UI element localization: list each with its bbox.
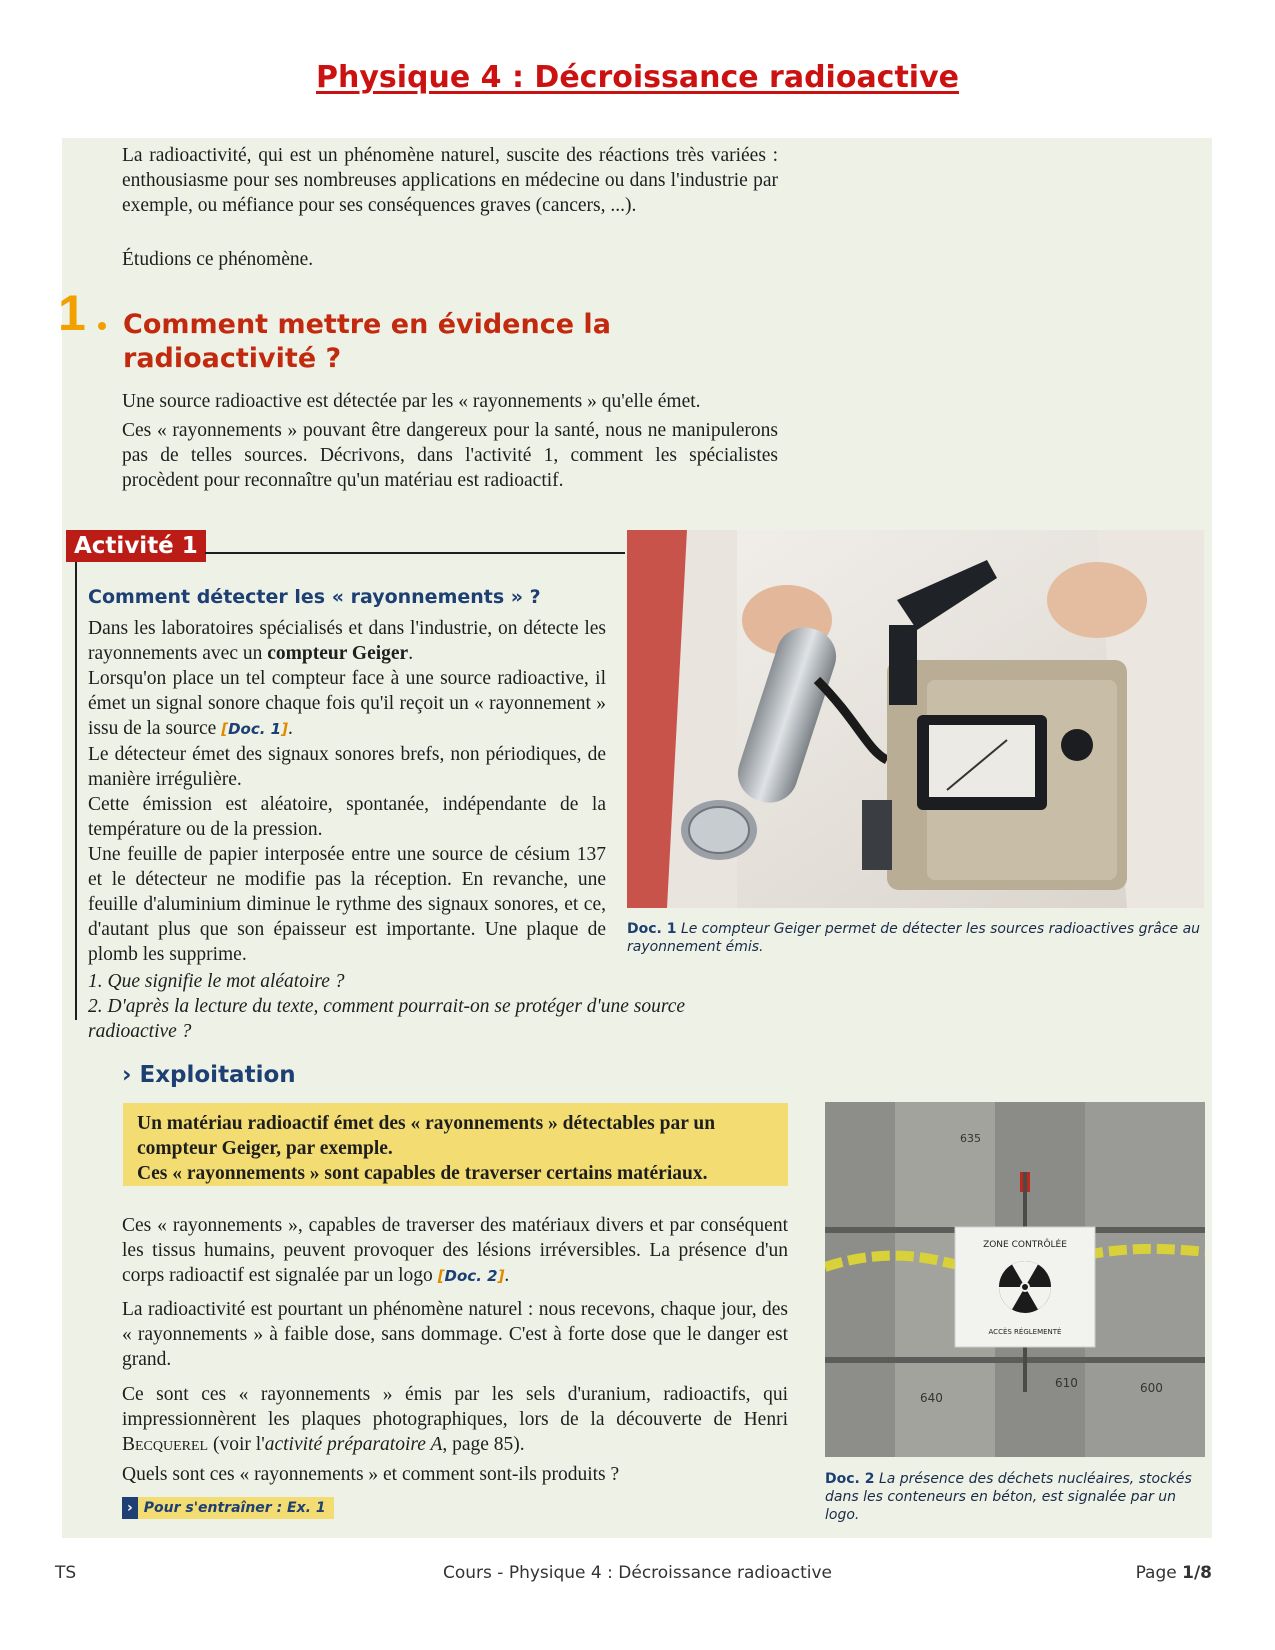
- geiger-term: compteur Geiger: [267, 643, 409, 664]
- container-number-4: 640: [920, 1391, 943, 1405]
- doc1-label: Doc. 1: [627, 921, 677, 937]
- exploitation-paragraph-3: Ce sont ces « rayonnements » émis par les sels d'uranium, radioactifs, qui impressionnèrent les plaques photographiques, lors de la découverte de Henri Becquerel (voir l'activité préparatoire A, page 85).: [122, 1384, 788, 1455]
- doc2-label: Doc. 2: [825, 1471, 875, 1487]
- activity-text-1: Dans les laboratoires spécialisés et dans l'industrie, on détecte les rayonnements avec un: [88, 618, 606, 664]
- question-2: 2. D'après la lecture du texte, comment pourrait-on se protéger d'une source radioactive ?: [88, 996, 686, 1042]
- container-number-2: 610: [1055, 1376, 1078, 1390]
- footer-left: TS: [55, 1563, 77, 1583]
- container-number-3: 600: [1140, 1381, 1163, 1395]
- becquerel-name: Becquerel: [122, 1434, 209, 1455]
- activity-rule: [205, 552, 625, 554]
- doc1-reference[interactable]: [Doc. 1]: [221, 720, 288, 738]
- intro-line: Étudions ce phénomène.: [122, 249, 314, 270]
- exploitation-question: Quels sont ces « rayonnements » et comment sont-ils produits ?: [122, 1464, 620, 1485]
- question-1: 1. Que signifie le mot aléatoire ?: [88, 971, 345, 992]
- highlight-line-2: Ces « rayonnements » sont capables de traverser certains matériaux.: [137, 1163, 708, 1184]
- section-paragraph-2: Ces « rayonnements » pouvant être dangereux pour la santé, nous ne manipulerons pas de telles sources. Décrivons, dans l'activité 1, comment les spécialistes procèdent pour reconnaître qu'un matériau est radioactif.: [122, 420, 778, 491]
- page-title: Physique 4 : Décroissance radioactive: [316, 60, 959, 95]
- practice-label: Pour s'entraîner : Ex. 1: [143, 1500, 326, 1516]
- nuclear-waste-photo: [825, 1102, 1205, 1457]
- footer-center: Cours - Physique 4 : Décroissance radioactive: [442, 1563, 833, 1583]
- exploitation-heading: › Exploitation: [122, 1062, 296, 1088]
- sign-access-text: ACCÈS RÉGLEMENTÉ: [988, 1328, 1062, 1336]
- section-title: Comment mettre en évidence la radioactivité ?: [123, 309, 611, 374]
- doc1-caption: [627, 920, 1202, 956]
- activity-border: [75, 562, 77, 1020]
- section-number: 1: [58, 285, 86, 341]
- practice-link[interactable]: [122, 1497, 334, 1519]
- exploitation-paragraph-2: La radioactivité est pourtant un phénomène naturel : nous recevons, chaque jour, des « rayonnements » à faible dose, sans dommage. C'est à forte dose que le danger est grand.: [122, 1299, 788, 1370]
- intro-paragraph: La radioactivité, qui est un phénomène naturel, suscite des réactions très variées : enthousiasme pour ses nombreuses applications en médecine ou dans l'industrie par exemple, ou méfiance pour ses conséquences graves (cancers, ...).: [122, 145, 778, 216]
- doc2-caption: [825, 1470, 1203, 1524]
- doc2-caption-text: La présence des déchets nucléaires, stockés dans les conteneurs en béton, est signalée par un logo.: [825, 1471, 1192, 1523]
- exploitation-paragraph-1: Ces « rayonnements », capables de traverser des matériaux divers et par conséquent les tissus humains, peuvent provoquer des lésions irréversibles. La présence d'un corps radioactif est signalée par un logo [Doc. 2].: [122, 1215, 788, 1286]
- activity-text-3: Le détecteur émet des signaux sonores brefs, non périodiques, de manière irrégulière.: [88, 744, 606, 790]
- chevron-right-icon: ›: [122, 1497, 138, 1519]
- page-number: 1/8: [1182, 1563, 1212, 1583]
- activity-label: Activité 1: [66, 530, 206, 562]
- container-number-1: 635: [960, 1132, 981, 1145]
- section-dot: [98, 322, 106, 330]
- footer-page: Page 1/8: [1135, 1563, 1212, 1583]
- preparatory-activity-ref: activité préparatoire A: [264, 1434, 443, 1455]
- highlight-line-1: Un matériau radioactif émet des « rayonnements » détectables par un compteur Geiger, par exemple.: [137, 1113, 716, 1159]
- doc1-caption-text: Le compteur Geiger permet de détecter les sources radioactives grâce au rayonnement émis.: [627, 921, 1201, 955]
- activity-text-4: Cette émission est aléatoire, spontanée, indépendante de la température ou de la pression.: [88, 794, 606, 840]
- doc2-reference[interactable]: [Doc. 2]: [437, 1267, 505, 1285]
- sign-zone-text: ZONE CONTRÔLÉE: [983, 1240, 1067, 1250]
- nuclear-waste-illustration: [825, 1102, 1205, 1457]
- activity-text-2: Lorsqu'on place un tel compteur face à une source radioactive, il émet un signal sonore chaque fois qu'il reçoit un « rayonnement » issu de la source: [88, 668, 606, 739]
- activity-text-5: Une feuille de papier interposée entre une source de césium 137 et le détecteur ne modifie pas la réception. En revanche, une feuille d'aluminium diminue le rythme des signaux sonores, et ce, d'autant plus que son épaisseur est importante. Une plaque de plomb les supprime.: [88, 844, 606, 965]
- geiger-photo-illustration: [627, 530, 1204, 908]
- activity-text: Dans les laboratoires spécialisés et dans l'industrie, on détecte les rayonnements avec un compteur Geiger. Lorsqu'on place un tel compteur face à une source radioactive, il émet un signal sonore chaque fois qu'il reçoit un « rayonnement » issu de la source [Doc. 1]. Le détecteur émet des signaux sonores brefs, non périodiques, de manière irrégulière. Cette émission est aléatoire, spontanée, indépendante de la température ou de la pression. Une feuille de papier interposée entre une source de césium 137 et le détecteur ne modifie pas la réception. En revanche, une feuille d'aluminium diminue le rythme des signaux sonores, et ce, d'autant plus que son épaisseur est importante. Une plaque de plomb les supprime.: [88, 618, 606, 965]
- activity-subtitle: Comment détecter les « rayonnements » ?: [88, 586, 541, 608]
- section-paragraph-1: Une source radioactive est détectée par les « rayonnements » qu'elle émet.: [122, 391, 701, 412]
- highlight-box: [123, 1103, 788, 1186]
- geiger-counter-photo: [627, 530, 1204, 908]
